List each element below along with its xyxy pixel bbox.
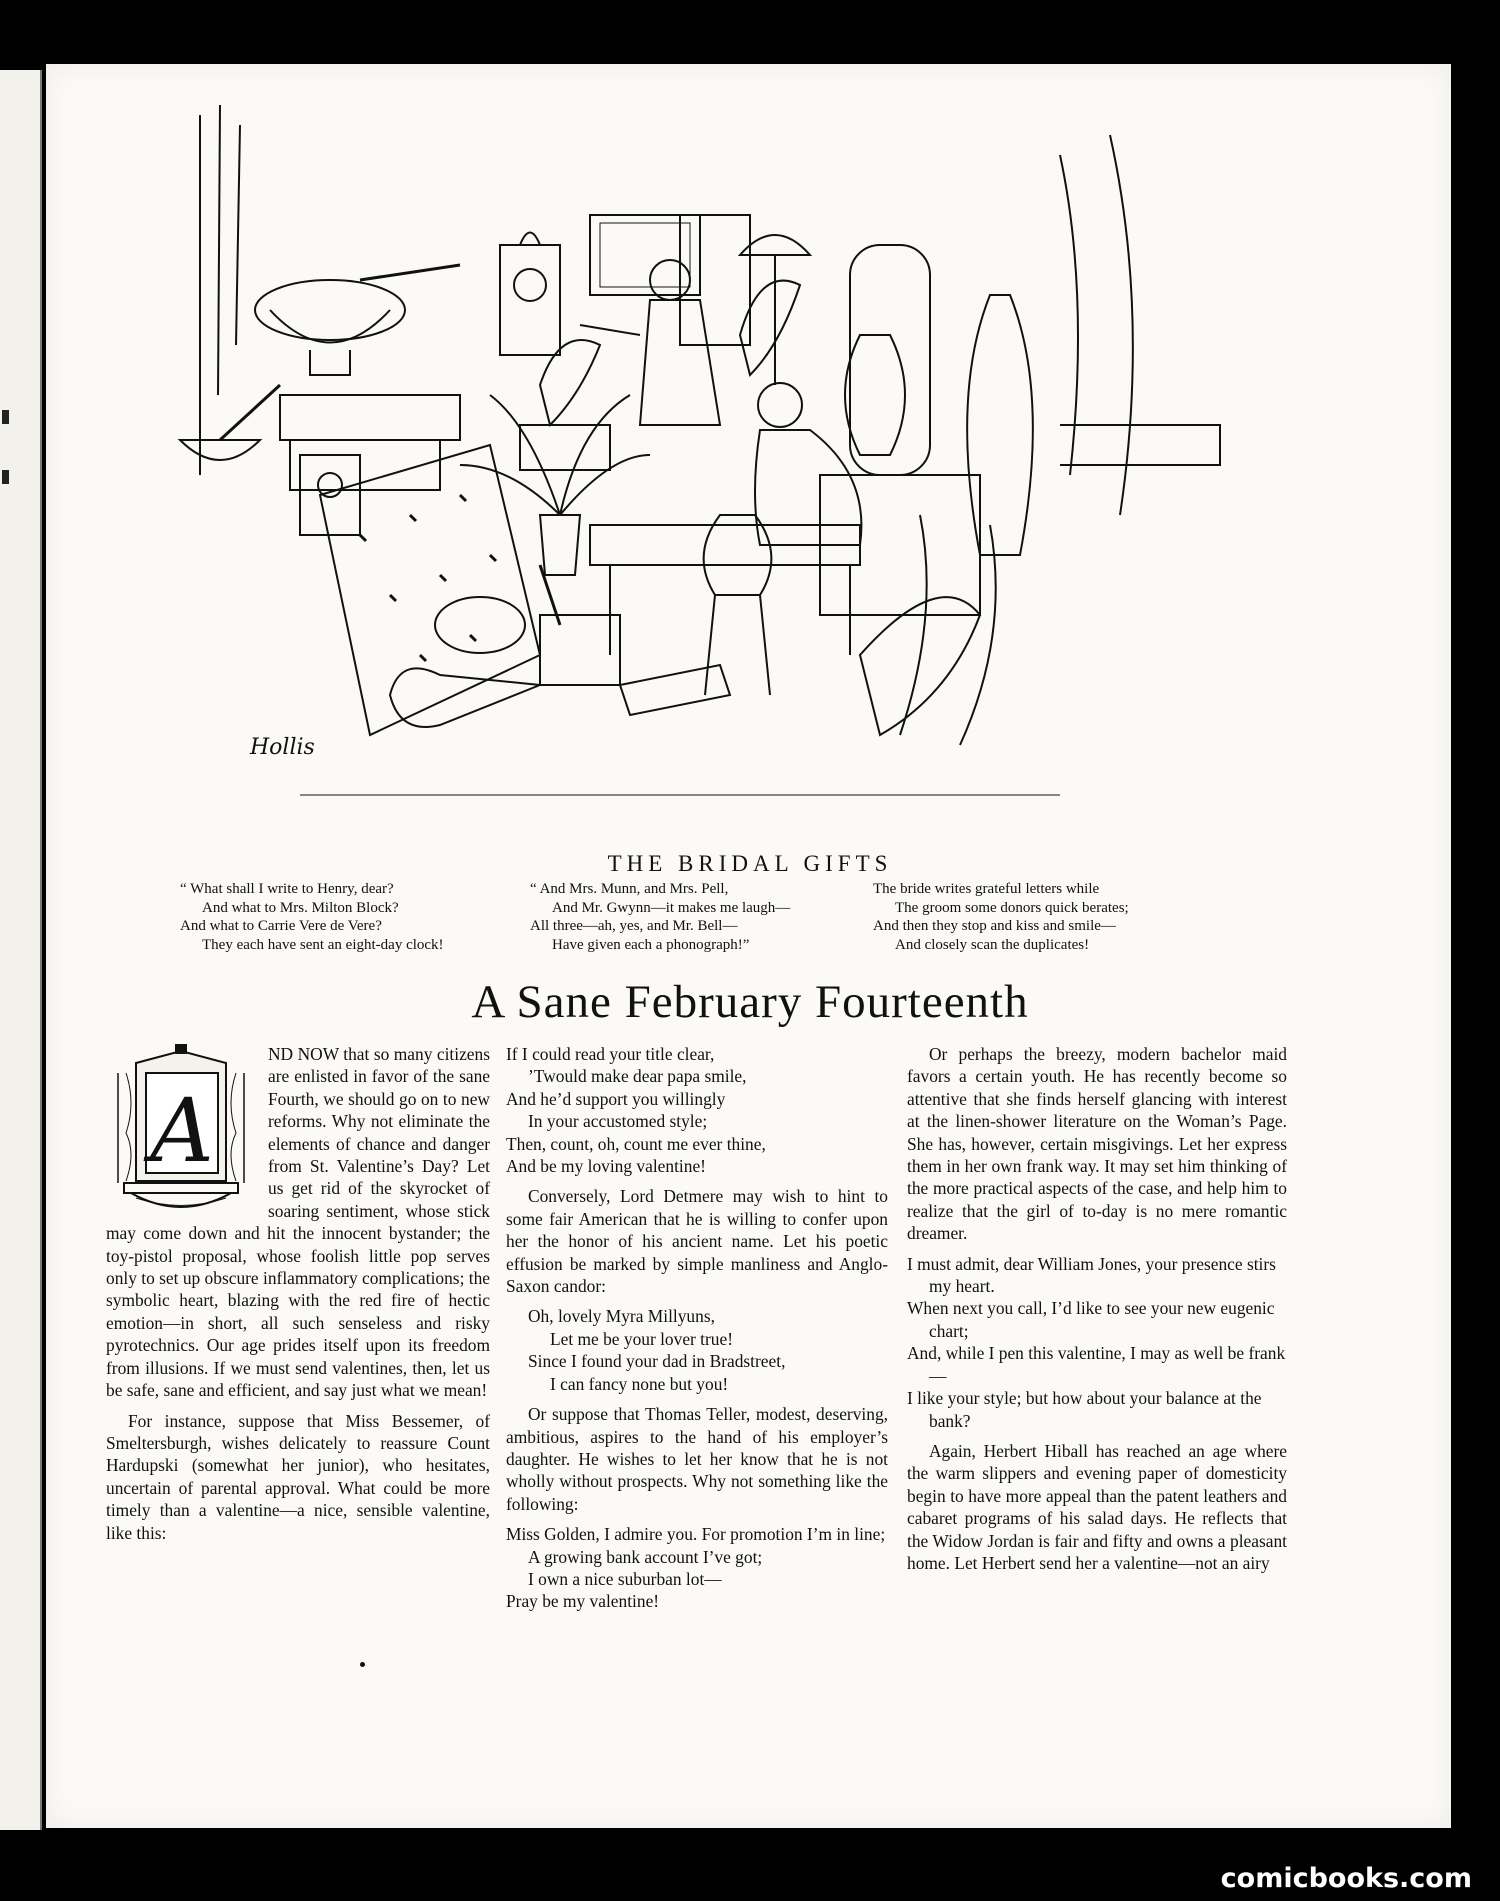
verse-line: And then they stop and kiss and smile— [873, 918, 1116, 934]
article-column-2 [506, 1043, 888, 1621]
article-column-3 [907, 1043, 1287, 1582]
verse-line: Let me be your lover true! [550, 1328, 734, 1349]
verse-line: Pray be my valentine! [506, 1591, 660, 1612]
verse-line: Miss Golden, I admire you. For promotion I’m in line; [506, 1524, 886, 1545]
verse-line: I must admit, dear William Jones, your presence stirs my heart. [907, 1253, 1276, 1297]
verse-line: Have given each a phonograph!” [552, 936, 750, 953]
verse-line: They each have sent an eight-day clock! [202, 936, 444, 953]
verse-line: ’Twould make dear papa smile, [528, 1066, 747, 1087]
verse-line: I can fancy none but you! [550, 1373, 729, 1394]
article-column-1 [106, 1043, 490, 1552]
verse-line: Oh, lovely Myra Millyuns, [528, 1306, 715, 1327]
verse-line: “ What shall I write to Henry, dear? [180, 881, 394, 897]
verse-line: If I could read your title clear, [506, 1044, 715, 1064]
verse-line: And what to Mrs. Milton Block? [202, 899, 399, 916]
verse-line: And closely scan the duplicates! [895, 936, 1090, 953]
valentine-verse [506, 1523, 888, 1613]
verse-line: Then, count, oh, count me ever thine, [506, 1133, 766, 1154]
page-dot [360, 1662, 365, 1667]
paragraph: ND NOW that so many citizens are enlisted in favor of the sane Fourth, we should go on to new reforms. Why not eliminate the elements of chance and danger from St. Valentine’s Day? Let us get rid of the skyrocket of soaring sentiment, whose stick may come down and hit the innocent bystander; the toy-pistol proposal, whose foolish little pop serves only to set up obscure inflammatory complications; the symbolic heart, blazing with the red fire of hectic emotion—in short, all such senseless and risky pyrotechnics. Our age prides itself upon its freedom from illusions. If we must send valentines, then, let us be safe, sane and efficient, and say just what we mean! [106, 1044, 490, 1401]
verse-line: The groom some donors quick berates; [895, 899, 1129, 916]
illustrator-signature: Hollis [250, 735, 315, 760]
verse-line: And be my loving valentine! [506, 1156, 706, 1177]
site-watermark: comicbooks.com [1220, 1863, 1472, 1894]
paragraph: Or suppose that Thomas Teller, modest, deserving, ambitious, aspires to the hand of his employer’s daughter. He wishes to let her know that he is not wholly without prospects. Why not something like the following: [506, 1404, 888, 1514]
verse-line: “ And Mrs. Munn, and Mrs. Pell, [530, 881, 729, 897]
verse-line: And he’d support you willingly [506, 1088, 726, 1109]
caption-verse-1 [180, 880, 444, 954]
valentine-verse [907, 1253, 1287, 1432]
caption-verse-2 [530, 880, 790, 954]
caption-verse-3 [873, 880, 1129, 954]
verse-line: A growing bank account I’ve got; [528, 1546, 763, 1567]
verse-line: When next you call, I’d like to see your new eugenic chart; [907, 1298, 1275, 1341]
verse-line: The bride writes grateful letters while [873, 881, 1100, 897]
verse-line: And Mr. Gwynn—it makes me laugh— [552, 899, 791, 916]
verse-line: All three—ah, yes, and Mr. Bell— [530, 918, 738, 934]
article-headline: A Sane February Fourteenth [471, 976, 1029, 1028]
verse-line: I like your style; but how about your balance at the bank? [907, 1388, 1262, 1431]
illustration-title: THE BRIDAL GIFTS [607, 851, 893, 876]
svg-text:A: A [150, 1079, 214, 1182]
paragraph: Again, Herbert Hiball has reached an age where the warm slippers and evening paper of domesticity begin to have more appeal than the patent leathers and cabaret programs of his salad days. He reflects that the Widow Jordan is fair and fifty and owns a pleasant home. Let Herbert send her a valentine—not an airy [907, 1440, 1287, 1573]
verse-line: Since I found your dad in Bradstreet, [528, 1351, 786, 1372]
verse-line: And what to Carrie Vere de Vere? [180, 918, 382, 934]
adjacent-page-edge [0, 70, 42, 1830]
decorative-dropcap [106, 1043, 256, 1221]
verse-line: In your accustomed style; [528, 1111, 708, 1132]
spine-mark [2, 410, 9, 424]
valentine-verse [506, 1305, 888, 1395]
verse-line: And, while I pen this valentine, I may as well be frank— [907, 1343, 1286, 1386]
paragraph: Or perhaps the breezy, modern bachelor maid favors a certain youth. He has recently become so attentive that she finds herself glancing with interest at the linen-shower literature on the Woman’s Page. She has, however, certain misgivings. Let her express them in her own frank way. It may set him thinking of the more practical aspects of the case, and help him to realize that the girl of to-day is no mere romantic dreamer. [907, 1044, 1287, 1244]
spine-mark [2, 470, 9, 484]
paragraph: For instance, suppose that Miss Bessemer, of Smeltersburgh, wishes delicately to reassure Count Hardupski (somewhat her junior), who hesitates, uncertain of parental approval. What could be more timely than a valentine—a nice, sensible valentine, like this: [106, 1410, 490, 1543]
paragraph: Conversely, Lord Detmere may wish to hint to some fair American that he is willing to confer upon her the honor of his ancient name. Let his poetic effusion be marked by simple manliness and Anglo-Saxon candor: [506, 1186, 888, 1297]
bridal-gifts-illustration [160, 95, 1230, 845]
valentine-verse [506, 1043, 888, 1177]
verse-line: I own a nice suburban lot— [528, 1568, 722, 1589]
